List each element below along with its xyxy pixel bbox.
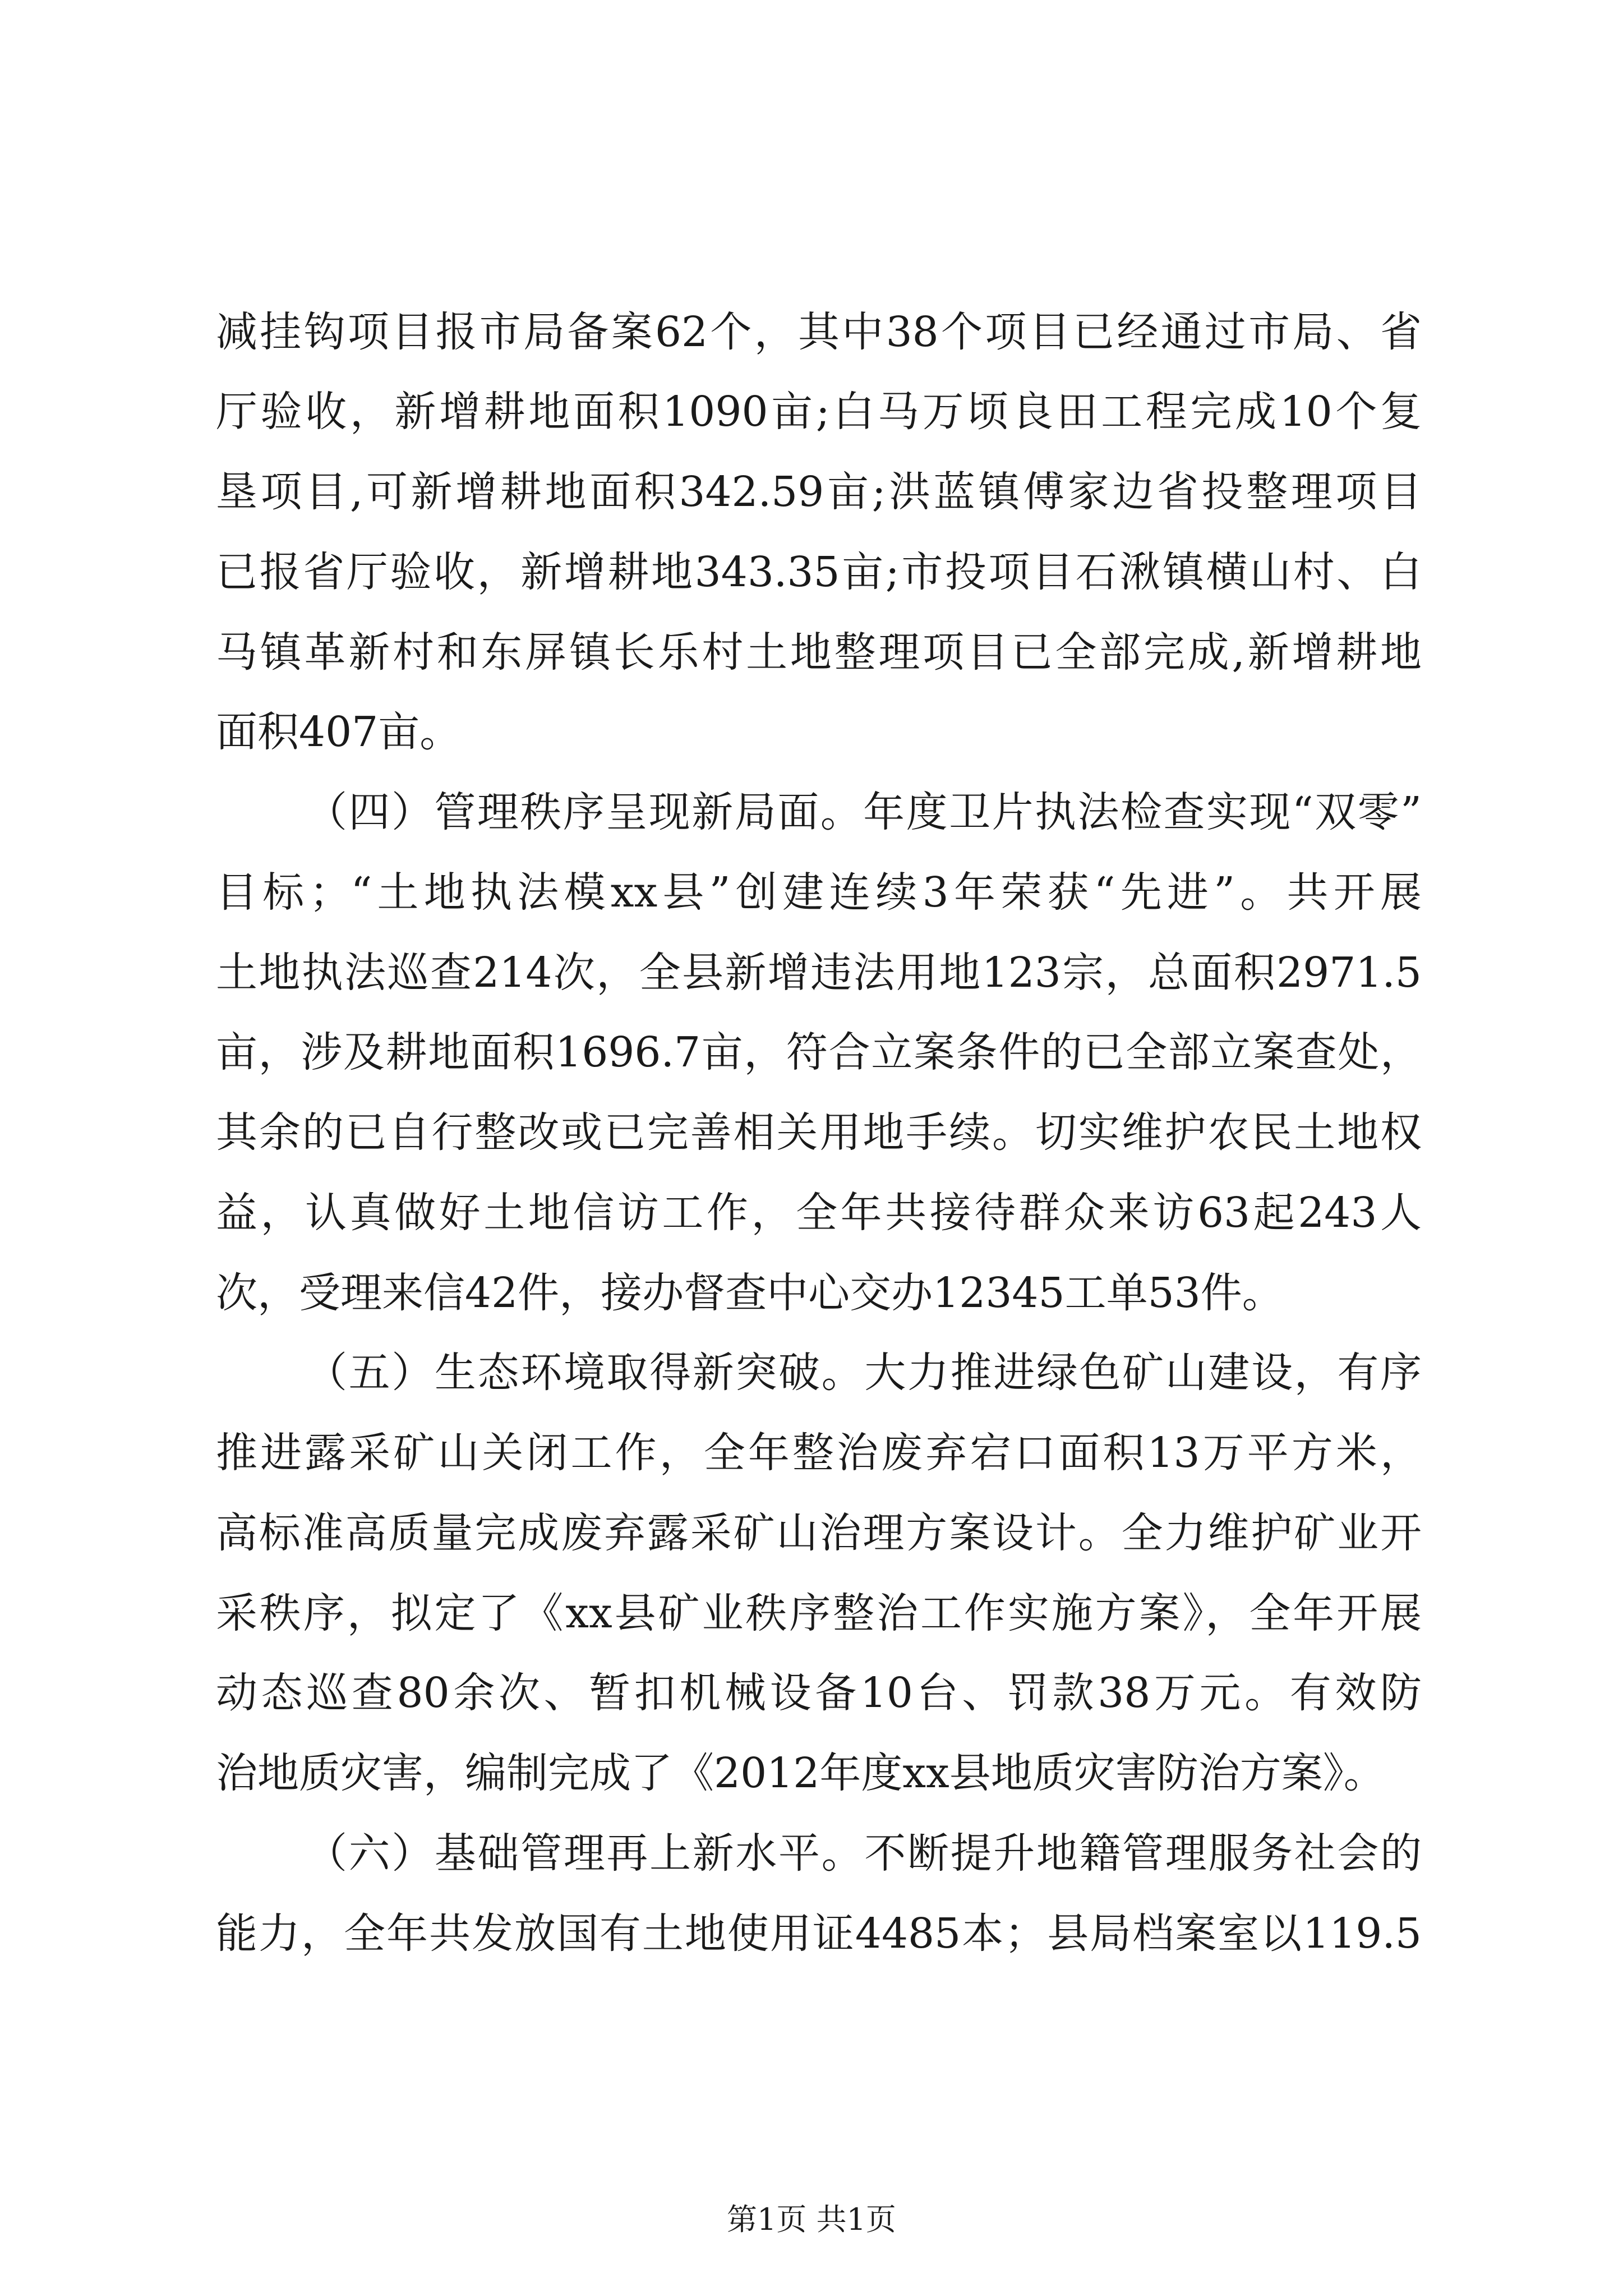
body-line-1: 减挂钩项目报市局备案62个，其中38个项目已经通过市局、省 [216, 308, 1422, 356]
body-line-8: 目标；“土地执法模xx县”创建连续3年荣获“先进”。共开展 [216, 868, 1422, 917]
body-line-21: 能力，全年共发放国有土地使用证4485本；县局档案室以119.5 [216, 1910, 1422, 1958]
paragraph-five-heading-line: （五）生态环境取得新突破。大力推进绿色矿山建设，有序 [306, 1349, 1422, 1397]
body-line-18: 动态巡查80余次、暂扣机械设备10台、罚款38万元。有效防 [216, 1669, 1422, 1717]
body-line-13: 次，受理来信42件，接办督查中心交办12345工单53件。 [216, 1269, 1284, 1317]
body-line-17: 采秩序，拟定了《xx县矿业秩序整治工作实施方案》，全年开展 [216, 1589, 1422, 1637]
body-line-2: 厅验收，新增耕地面积1090亩;白马万顷良田工程完成10个复 [216, 388, 1422, 436]
paragraph-six-heading-line: （六）基础管理再上新水平。不断提升地籍管理服务社会的 [306, 1829, 1422, 1878]
body-line-6: 面积407亩。 [216, 708, 462, 756]
body-line-11: 其余的已自行整改或已完善相关用地手续。切实维护农民土地权 [216, 1108, 1422, 1157]
page-footer: 第1页 共1页 [727, 2202, 896, 2237]
body-line-10: 亩，涉及耕地面积1696.7亩，符合立案条件的已全部立案查处， [216, 1028, 1422, 1076]
body-line-15: 推进露采矿山关闭工作，全年整治废弃宕口面积13万平方米， [216, 1429, 1422, 1477]
body-line-16: 高标准高质量完成废弃露采矿山治理方案设计。全力维护矿业开 [216, 1509, 1422, 1557]
paragraph-four-heading-line: （四）管理秩序呈现新局面。年度卫片执法检查实现“双零” [306, 788, 1422, 836]
body-line-9: 土地执法巡查214次，全县新增违法用地123宗，总面积2971.5 [216, 949, 1422, 997]
body-line-3: 垦项目,可新增耕地面积342.59亩;洪蓝镇傅家边省投整理项目 [216, 468, 1422, 516]
body-line-12: 益，认真做好土地信访工作，全年共接待群众来访63起243人 [216, 1189, 1422, 1237]
body-line-5: 马镇革新村和东屏镇长乐村土地整理项目已全部完成,新增耕地 [216, 628, 1422, 677]
body-line-4: 已报省厅验收，新增耕地343.35亩;市投项目石湫镇横山村、白 [216, 548, 1422, 596]
body-line-19: 治地质灾害，编制完成了《2012年度xx县地质灾害防治方案》。 [216, 1749, 1385, 1797]
